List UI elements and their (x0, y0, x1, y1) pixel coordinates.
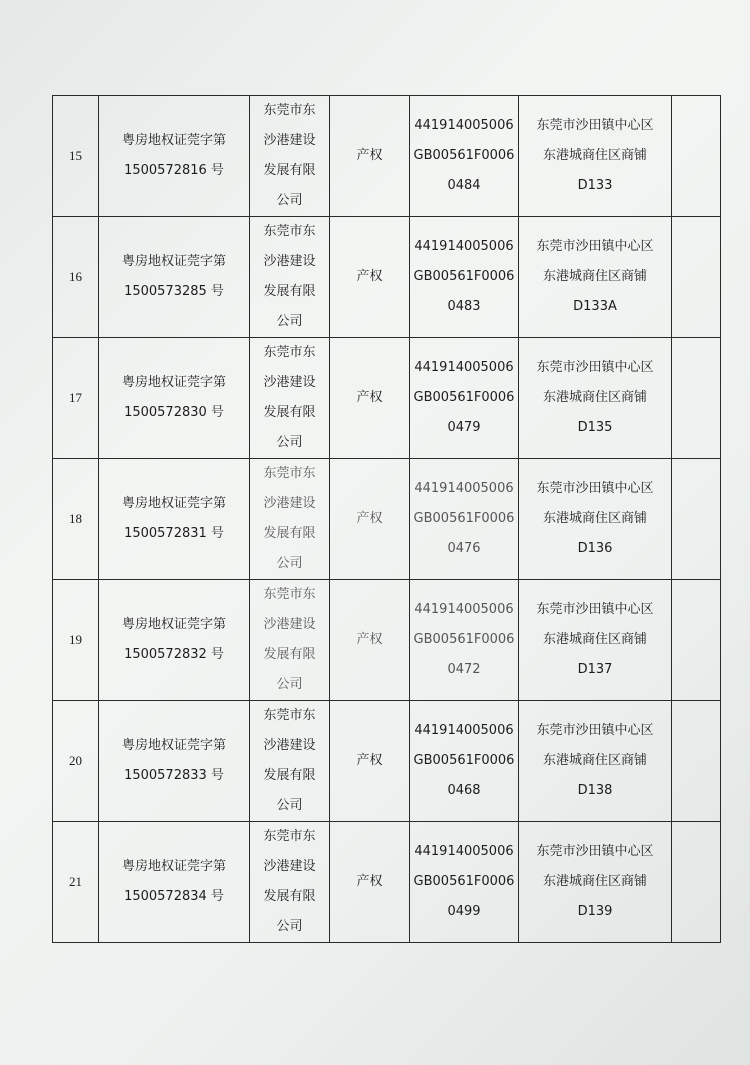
owner-line: 沙港建设 (263, 496, 316, 511)
unit-code-line: GB00561F0006 (413, 390, 515, 405)
certificate-line: 1500572832 号 (124, 647, 224, 662)
row-number: 16 (69, 269, 82, 284)
certificate-line: 1500573285 号 (124, 284, 224, 299)
note-cell (672, 822, 721, 943)
owner-cell (250, 96, 330, 217)
table-row (53, 701, 721, 822)
table-row (53, 580, 721, 701)
row-number-cell (53, 338, 99, 459)
row-number-cell (53, 701, 99, 822)
certificate-line: 粤房地权证莞字第 (121, 617, 226, 632)
unit-code-line: GB00561F0006 (413, 874, 515, 889)
right-type: 产权 (356, 511, 383, 526)
right-type-cell (330, 822, 410, 943)
unit-code-line: 0479 (447, 420, 481, 435)
unit-code-line: 0484 (447, 178, 481, 193)
owner-line: 发展有限 (263, 768, 316, 783)
owner-line: 公司 (276, 919, 303, 934)
location-line: D135 (577, 420, 613, 435)
owner-line: 东莞市东 (263, 103, 316, 118)
table-row (53, 822, 721, 943)
row-number-cell (53, 580, 99, 701)
certificate-line: 1500572816 号 (124, 163, 224, 178)
owner-line: 发展有限 (263, 526, 316, 541)
note-cell (672, 338, 721, 459)
unit-code-cell (410, 580, 519, 701)
unit-code-cell (410, 459, 519, 580)
owner-line: 公司 (276, 556, 303, 571)
right-type-cell (330, 338, 410, 459)
certificate-line: 粤房地权证莞字第 (121, 254, 226, 269)
right-type: 产权 (356, 390, 383, 405)
certificate-line: 粤房地权证莞字第 (121, 133, 226, 148)
row-number: 18 (69, 511, 82, 526)
table-row (53, 217, 721, 338)
location-line: 东港城商住区商铺 (542, 632, 647, 647)
location-line: 东港城商住区商铺 (542, 148, 647, 163)
row-number-cell (53, 96, 99, 217)
location-line: 东莞市沙田镇中心区 (536, 723, 654, 738)
certificate-line: 1500572834 号 (124, 889, 224, 904)
property-records-table (52, 95, 721, 943)
owner-line: 东莞市东 (263, 587, 316, 602)
row-number-cell (53, 822, 99, 943)
location-line: D138 (577, 783, 613, 798)
certificate-number-cell (99, 822, 250, 943)
location-cell (519, 338, 672, 459)
table-row (53, 459, 721, 580)
row-number-cell (53, 459, 99, 580)
owner-cell (250, 338, 330, 459)
row-number: 21 (69, 874, 82, 889)
certificate-number-cell (99, 217, 250, 338)
owner-line: 发展有限 (263, 163, 316, 178)
owner-cell (250, 580, 330, 701)
right-type: 产权 (356, 874, 383, 889)
location-cell (519, 96, 672, 217)
owner-cell (250, 822, 330, 943)
note-cell (672, 96, 721, 217)
unit-code-line: 441914005006 (414, 723, 514, 738)
owner-line: 发展有限 (263, 889, 316, 904)
location-cell (519, 459, 672, 580)
location-line: 东莞市沙田镇中心区 (536, 360, 654, 375)
certificate-line: 粤房地权证莞字第 (121, 496, 226, 511)
location-cell (519, 701, 672, 822)
owner-line: 沙港建设 (263, 738, 316, 753)
location-line: D139 (577, 904, 613, 919)
owner-line: 沙港建设 (263, 254, 316, 269)
row-number-cell (53, 217, 99, 338)
location-line: D133 (577, 178, 613, 193)
location-line: 东港城商住区商铺 (542, 874, 647, 889)
right-type: 产权 (356, 269, 383, 284)
owner-cell (250, 459, 330, 580)
owner-line: 东莞市东 (263, 224, 316, 239)
location-line: 东港城商住区商铺 (542, 753, 647, 768)
owner-line: 沙港建设 (263, 617, 316, 632)
location-line: D136 (577, 541, 613, 556)
row-number: 17 (69, 390, 82, 405)
right-type: 产权 (356, 632, 383, 647)
location-cell (519, 580, 672, 701)
location-line: D137 (577, 662, 613, 677)
location-cell (519, 217, 672, 338)
row-number: 20 (69, 753, 82, 768)
unit-code-line: 441914005006 (414, 239, 514, 254)
owner-line: 东莞市东 (263, 708, 316, 723)
owner-line: 沙港建设 (263, 859, 316, 874)
unit-code-line: GB00561F0006 (413, 632, 515, 647)
owner-line: 公司 (276, 314, 303, 329)
table-row (53, 96, 721, 217)
location-line: 东莞市沙田镇中心区 (536, 481, 654, 496)
location-line: 东港城商住区商铺 (542, 269, 647, 284)
unit-code-line: 441914005006 (414, 360, 514, 375)
owner-cell (250, 217, 330, 338)
location-line: 东莞市沙田镇中心区 (536, 239, 654, 254)
certificate-number-cell (99, 701, 250, 822)
note-cell (672, 701, 721, 822)
owner-cell (250, 701, 330, 822)
right-type-cell (330, 96, 410, 217)
unit-code-line: 0472 (447, 662, 481, 677)
right-type: 产权 (356, 753, 383, 768)
right-type-cell (330, 217, 410, 338)
unit-code-line: GB00561F0006 (413, 148, 515, 163)
note-cell (672, 459, 721, 580)
unit-code-line: 0483 (447, 299, 481, 314)
owner-line: 公司 (276, 798, 303, 813)
owner-line: 东莞市东 (263, 829, 316, 844)
owner-line: 发展有限 (263, 405, 316, 420)
owner-line: 发展有限 (263, 647, 316, 662)
owner-line: 东莞市东 (263, 345, 316, 360)
table-body (53, 96, 721, 943)
row-number: 15 (69, 148, 82, 163)
certificate-line: 1500572833 号 (124, 768, 224, 783)
certificate-line: 粤房地权证莞字第 (121, 375, 226, 390)
unit-code-line: 441914005006 (414, 481, 514, 496)
unit-code-line: GB00561F0006 (413, 753, 515, 768)
location-line: 东港城商住区商铺 (542, 511, 647, 526)
certificate-line: 1500572831 号 (124, 526, 224, 541)
unit-code-cell (410, 96, 519, 217)
right-type-cell (330, 701, 410, 822)
owner-line: 东莞市东 (263, 466, 316, 481)
location-line: 东莞市沙田镇中心区 (536, 602, 654, 617)
table-row (53, 338, 721, 459)
right-type: 产权 (356, 148, 383, 163)
owner-line: 沙港建设 (263, 375, 316, 390)
owner-line: 公司 (276, 677, 303, 692)
certificate-number-cell (99, 338, 250, 459)
unit-code-cell (410, 338, 519, 459)
location-line: 东莞市沙田镇中心区 (536, 844, 654, 859)
owner-line: 公司 (276, 435, 303, 450)
certificate-number-cell (99, 96, 250, 217)
unit-code-line: 441914005006 (414, 844, 514, 859)
certificate-line: 1500572830 号 (124, 405, 224, 420)
owner-line: 公司 (276, 193, 303, 208)
location-line: 东莞市沙田镇中心区 (536, 118, 654, 133)
unit-code-line: 0499 (447, 904, 481, 919)
certificate-number-cell (99, 580, 250, 701)
unit-code-line: 0468 (447, 783, 481, 798)
unit-code-line: 441914005006 (414, 602, 514, 617)
unit-code-line: 0476 (447, 541, 481, 556)
note-cell (672, 217, 721, 338)
right-type-cell (330, 580, 410, 701)
location-line: 东港城商住区商铺 (542, 390, 647, 405)
unit-code-line: GB00561F0006 (413, 511, 515, 526)
row-number: 19 (69, 632, 82, 647)
unit-code-line: GB00561F0006 (413, 269, 515, 284)
unit-code-cell (410, 822, 519, 943)
owner-line: 沙港建设 (263, 133, 316, 148)
unit-code-cell (410, 701, 519, 822)
owner-line: 发展有限 (263, 284, 316, 299)
note-cell (672, 580, 721, 701)
location-line: D133A (573, 299, 617, 314)
right-type-cell (330, 459, 410, 580)
location-cell (519, 822, 672, 943)
certificate-line: 粤房地权证莞字第 (121, 738, 226, 753)
certificate-number-cell (99, 459, 250, 580)
certificate-line: 粤房地权证莞字第 (121, 859, 226, 874)
unit-code-cell (410, 217, 519, 338)
unit-code-line: 441914005006 (414, 118, 514, 133)
